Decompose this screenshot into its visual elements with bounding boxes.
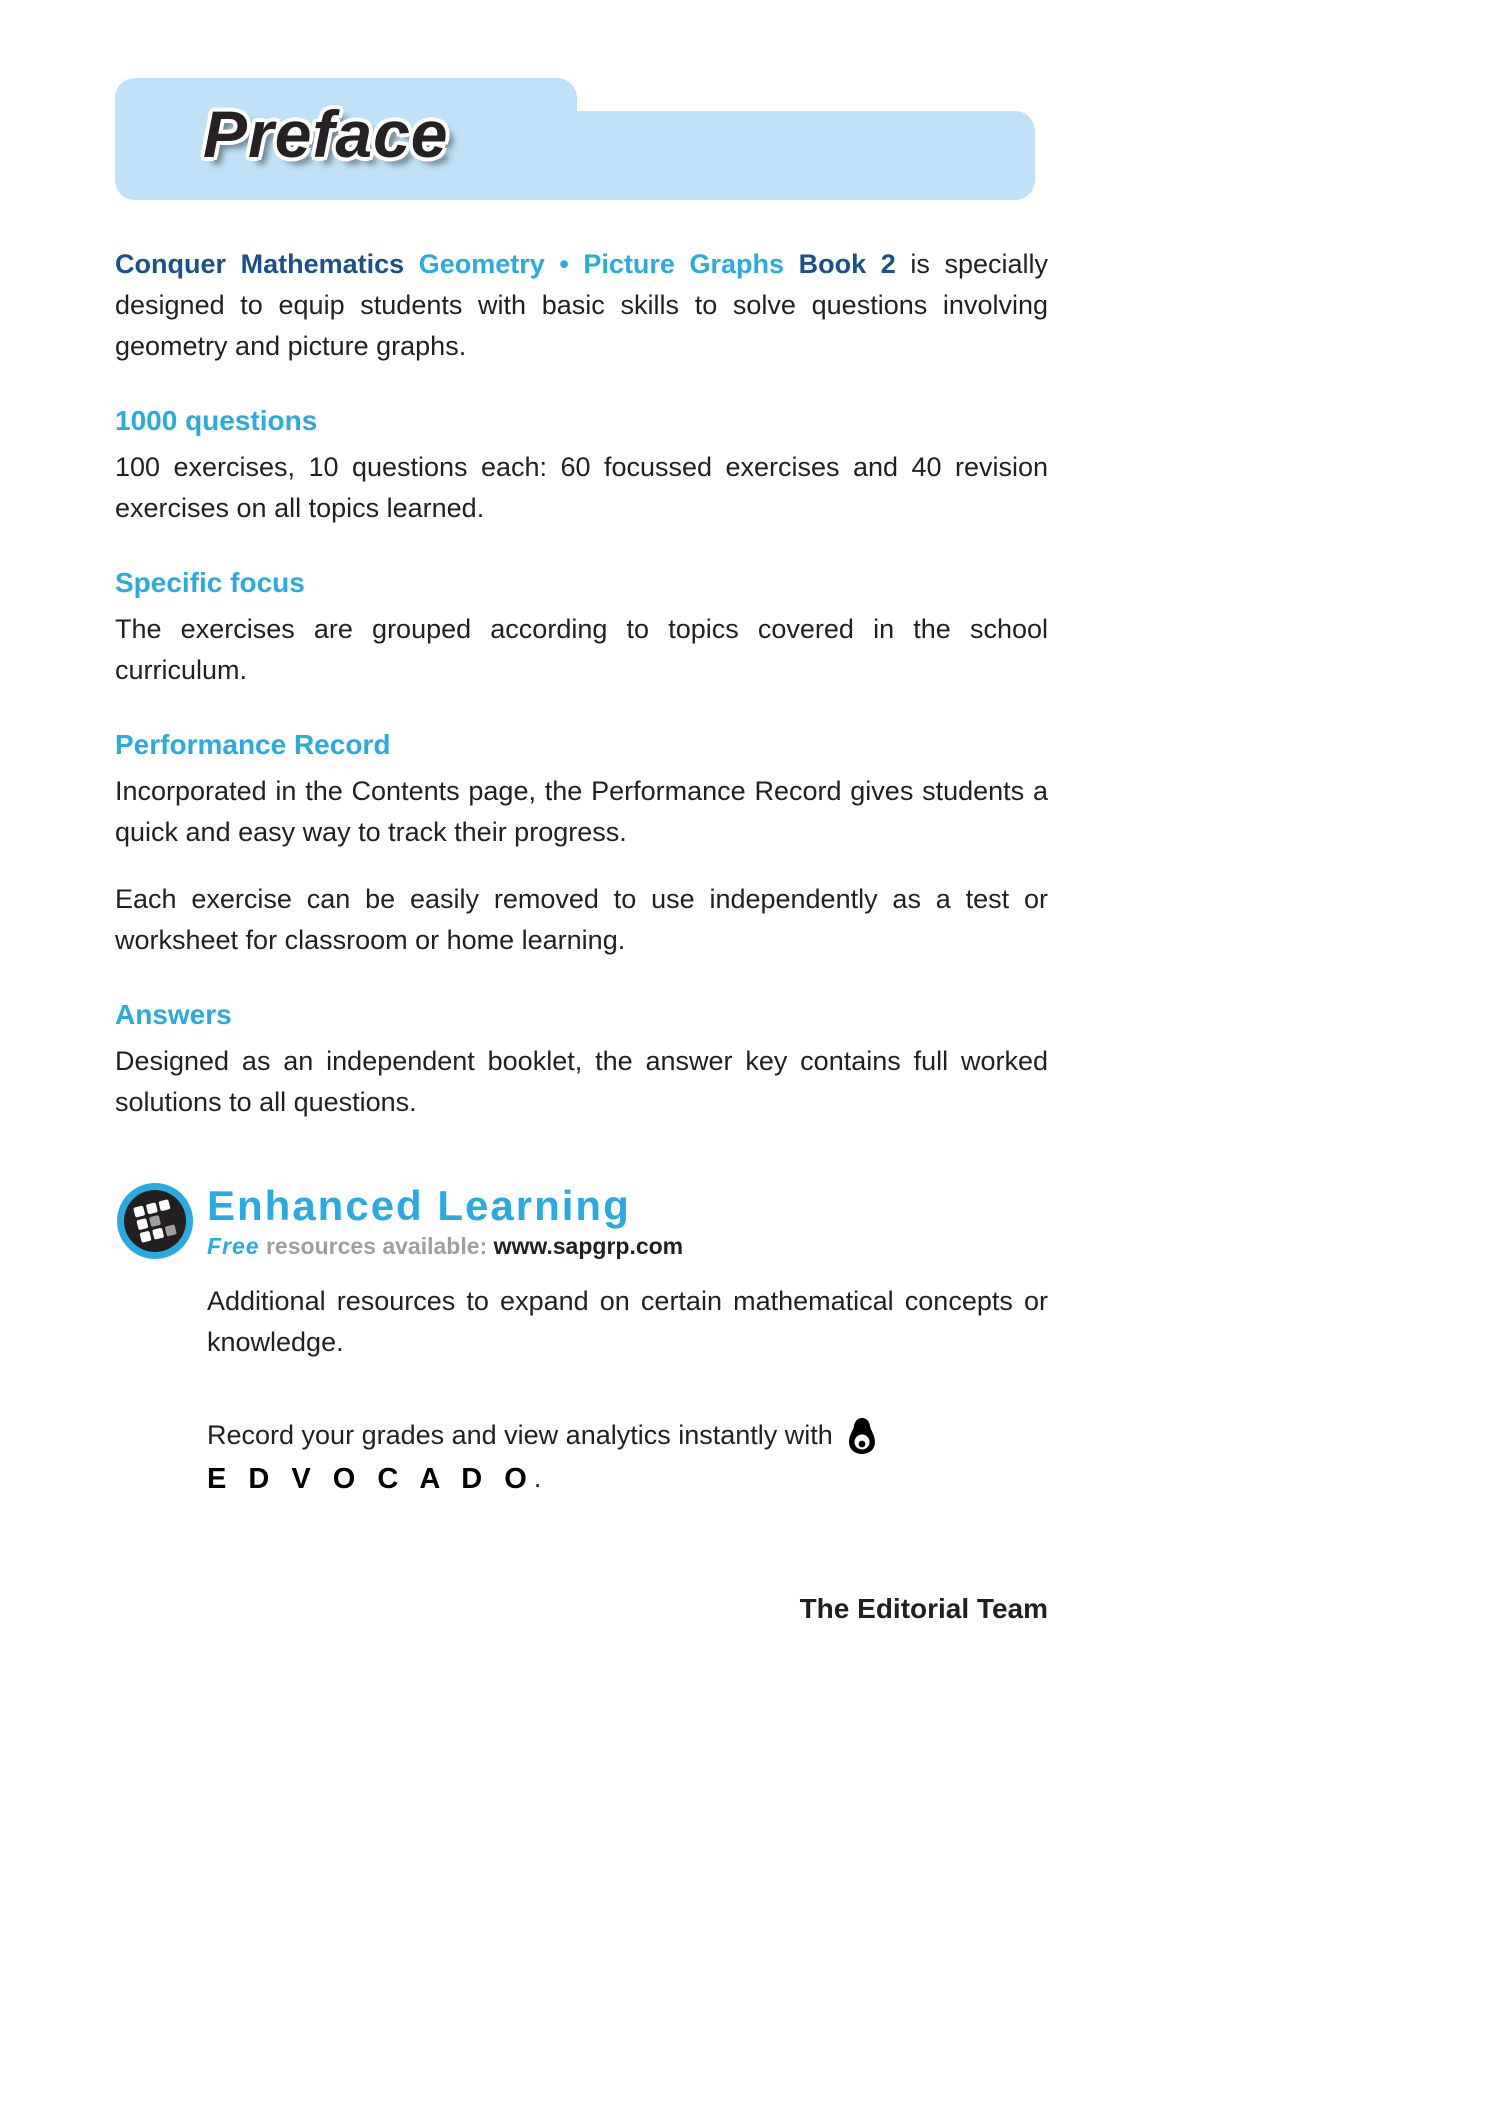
section-answers <box>115 999 1048 1123</box>
page-title: Preface <box>203 97 449 171</box>
enhanced-learning-block <box>115 1181 1048 1363</box>
edvocado-text: Record your grades and view analytics instantly with <box>207 1420 833 1451</box>
resources-label: resources available: <box>259 1233 494 1260</box>
enhanced-learning-title: Enhanced Learning <box>207 1182 631 1230</box>
enhanced-learning-icon <box>115 1181 195 1261</box>
intro-text: is specially designed to equip students with basic skills to solve questions involving geometry and picture graphs. <box>115 249 1048 362</box>
section-heading: Answers <box>115 999 232 1031</box>
editorial-team-signoff: The Editorial Team <box>799 1592 1048 1624</box>
free-resources-line <box>207 1233 683 1260</box>
enhanced-learning-paragraph: Additional resources to expand on certain mathematical concepts or knowledge. <box>207 1286 1048 1358</box>
edvocado-wordmark: E D V O C A D O <box>207 1462 534 1495</box>
enhanced-learning-header <box>115 1181 1048 1261</box>
enhanced-learning-titles <box>207 1181 683 1260</box>
resources-url: www.sapgrp.com <box>493 1233 684 1260</box>
section-heading: Performance Record <box>115 729 391 761</box>
free-label: Free <box>207 1233 260 1260</box>
section-paragraph: 100 exercises, 10 questions each: 60 focussed exercises and 40 revision exercises on all topics learned. <box>115 452 1048 524</box>
section-specific-focus <box>115 567 1048 691</box>
edvocado-icon <box>847 1417 877 1455</box>
section-paragraph: Designed as an independent booklet, the answer key contains full worked solutions to all questions. <box>115 1046 1048 1118</box>
section-paragraph: The exercises are grouped according to topics covered in the school curriculum. <box>115 614 1048 686</box>
edvocado-period: . <box>533 1463 542 1494</box>
subject-name: Geometry • Picture Graphs <box>418 249 799 279</box>
preface-banner <box>115 78 1035 200</box>
intro-paragraph <box>115 244 1048 367</box>
section-1000-questions <box>115 405 1048 529</box>
series-name: Conquer Mathematics <box>115 249 419 279</box>
edvocado-line <box>207 1415 1048 1500</box>
section-performance-record <box>115 729 1048 961</box>
section-paragraph: Incorporated in the Contents page, the Performance Record gives students a quick and easy way to track their progress. <box>115 776 1048 848</box>
book-number: Book 2 <box>798 249 896 279</box>
section-paragraph: Each exercise can be easily removed to use independently as a test or worksheet for classroom or home learning. <box>115 884 1048 956</box>
section-heading: Specific focus <box>115 567 305 599</box>
page-content <box>115 78 1048 1625</box>
section-heading: 1000 questions <box>115 405 318 437</box>
